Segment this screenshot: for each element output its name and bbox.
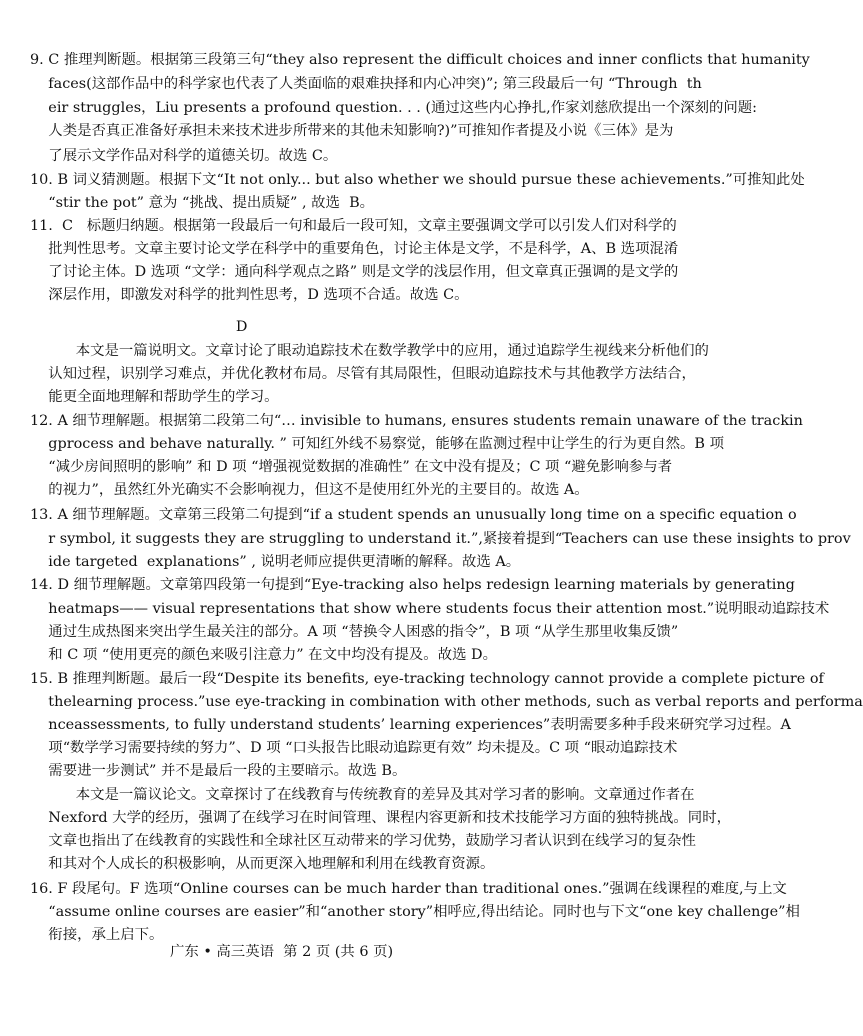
text-line: thelearning process.”use eye-tracking in combination with other methods, such as verbal reports and performa — [30, 694, 863, 710]
text-line: “减少房间照明的影响” 和 D 项 “增强视觉数据的准确性” 在文中没有提及；C 项 “避免影响参与者 — [30, 459, 673, 475]
text-line: nceassessments, to fully understand students’ learning experiences”表明需要多种手段来研究学习过程。A — [30, 717, 791, 733]
text-line: 16. F 段尾句。F 选项“Online courses can be much harder than traditional ones.”强调在线课程的难度,与上文 — [30, 881, 787, 897]
text-line: 和 C 项 “使用更亮的颜色来吸引注意力” 在文中均没有提及。故选 D。 — [30, 647, 497, 663]
text-line: 的视力”，虽然红外光确实不会影响视力，但这不是使用红外光的主要目的。故选 A。 — [30, 482, 589, 498]
text-line: 本文是一篇说明文。文章讨论了眼动追踪技术在数学教学中的应用，通过追踪学生视线来分析他们的 — [30, 343, 709, 359]
text-line: 人类是否真正准备好承担未来技术进步所带来的其他未知影响?)”可推知作者提及小说《三体》是为 — [30, 123, 674, 139]
text-line: 12. A 细节理解题。根据第二段第二句“… invisible to humans, ensures students remain unaware of the trackin — [30, 413, 803, 429]
text-line: 和其对个人成长的积极影响，从而更深入地理解和利用在线教育资源。 — [30, 856, 495, 872]
text-line: 14. D 细节理解题。文章第四段第一句提到“Eye-tracking also helps redesign learning materials by generating — [30, 577, 795, 593]
text-line: heatmaps—— visual representations that show where students focus their attention most.”说明眼动追踪技术 — [30, 601, 830, 617]
text-line: 通过生成热图来突出学生最关注的部分。A 项 “替换令人困惑的指令”，B 项 “从学生那里收集反馈” — [30, 624, 679, 640]
text-line: 了讨论主体。D 选项 “文学：通向科学观点之路” 则是文学的浅层作用，但文章真正强调的是文学的 — [30, 264, 679, 280]
text-line: 批判性思考。文章主要讨论文学在科学中的重要角色，讨论主体是文学，不是科学，A、B 选项混淆 — [30, 241, 679, 257]
text-line: “assume online courses are easier”和“another story”相呼应,得出结论。同时也与下文“one key challenge”相 — [30, 904, 800, 920]
text-line: 13. A 细节理解题。文章第三段第二句提到“if a student spends an unusually long time on a specific equation o — [30, 507, 797, 523]
text-line: 了展示文学作品对科学的道德关切。故选 C。 — [30, 148, 338, 164]
text-line: ide targeted explanations” , 说明老师应提供更清晰的解释。故选 A。 — [30, 554, 521, 570]
page-footer: 广东 • 高三英语 第 2 页 (共 6 页) — [170, 944, 394, 960]
text-line: 需要进一步测试” 并不是最后一段的主要暗示。故选 B。 — [30, 763, 407, 779]
text-line: 9. C 推理判断题。根据第三段第三句“they also represent the difficult choices and inner conflicts that humanity — [30, 52, 810, 68]
text-line: “stir the pot” 意为 “挑战、提出质疑” , 故选 B。 — [30, 195, 375, 211]
text-line: 衔接，承上启下。 — [30, 927, 164, 943]
text-line: r symbol, it suggests they are struggling to understand it.”,紧接着提到“Teachers can use these insights to prov — [30, 531, 851, 547]
text-line: D — [30, 319, 248, 335]
text-line: Nexford 大学的经历，强调了在线学习在时间管理、课程内容更新和技术技能学习方面的独特挑战。同时， — [30, 810, 731, 826]
text-line: 文章也指出了在线教育的实践性和全球社区互动带来的学习优势，鼓励学习者认识到在线学习的复杂性 — [30, 833, 696, 849]
text-line: 认知过程，识别学习难点，并优化教材布局。尽管有其局限性，但眼动追踪技术与其他教学方法结合， — [30, 366, 696, 382]
text-line: 项“数学学习需要持续的努力”、D 项 “口头报告比眼动追踪更有效” 均未提及。C 项 “眼动追踪技术 — [30, 740, 678, 756]
text-line: 本文是一篇议论文。文章探讨了在线教育与传统教育的差异及其对学习者的影响。文章通过作者在 — [30, 787, 695, 803]
text-line: 11. C 标题归纳题。根据第一段最后一句和最后一段可知，文章主要强调文学可以引发人们对科学的 — [30, 218, 677, 234]
text-line: eir struggles，Liu presents a profound question. . . (通过这些内心挣扎,作家刘慈欣提出一个深刻的问题: — [30, 100, 758, 116]
text-line: 深层作用，即激发对科学的批判性思考，D 选项不合适。故选 C。 — [30, 287, 469, 303]
text-line: 15. B 推理判断题。最后一段“Despite its benefits, eye-tracking technology cannot provide a complete picture of — [30, 671, 824, 687]
text-line: 10. B 词义猜测题。根据下文“It not only... but also whether we should pursue these achievements.”可推知此处 — [30, 172, 805, 188]
text-line: gprocess and behave naturally. ” 可知红外线不易察觉，能够在监测过程中让学生的行为更自然。B 项 — [30, 436, 724, 452]
text-line: 能更全面地理解和帮助学生的学习。 — [30, 389, 279, 405]
text-line: faces(这部作品中的科学家也代表了人类面临的艰难抉择和内心冲突)”; 第三段最后一句 “Through th — [30, 76, 702, 92]
